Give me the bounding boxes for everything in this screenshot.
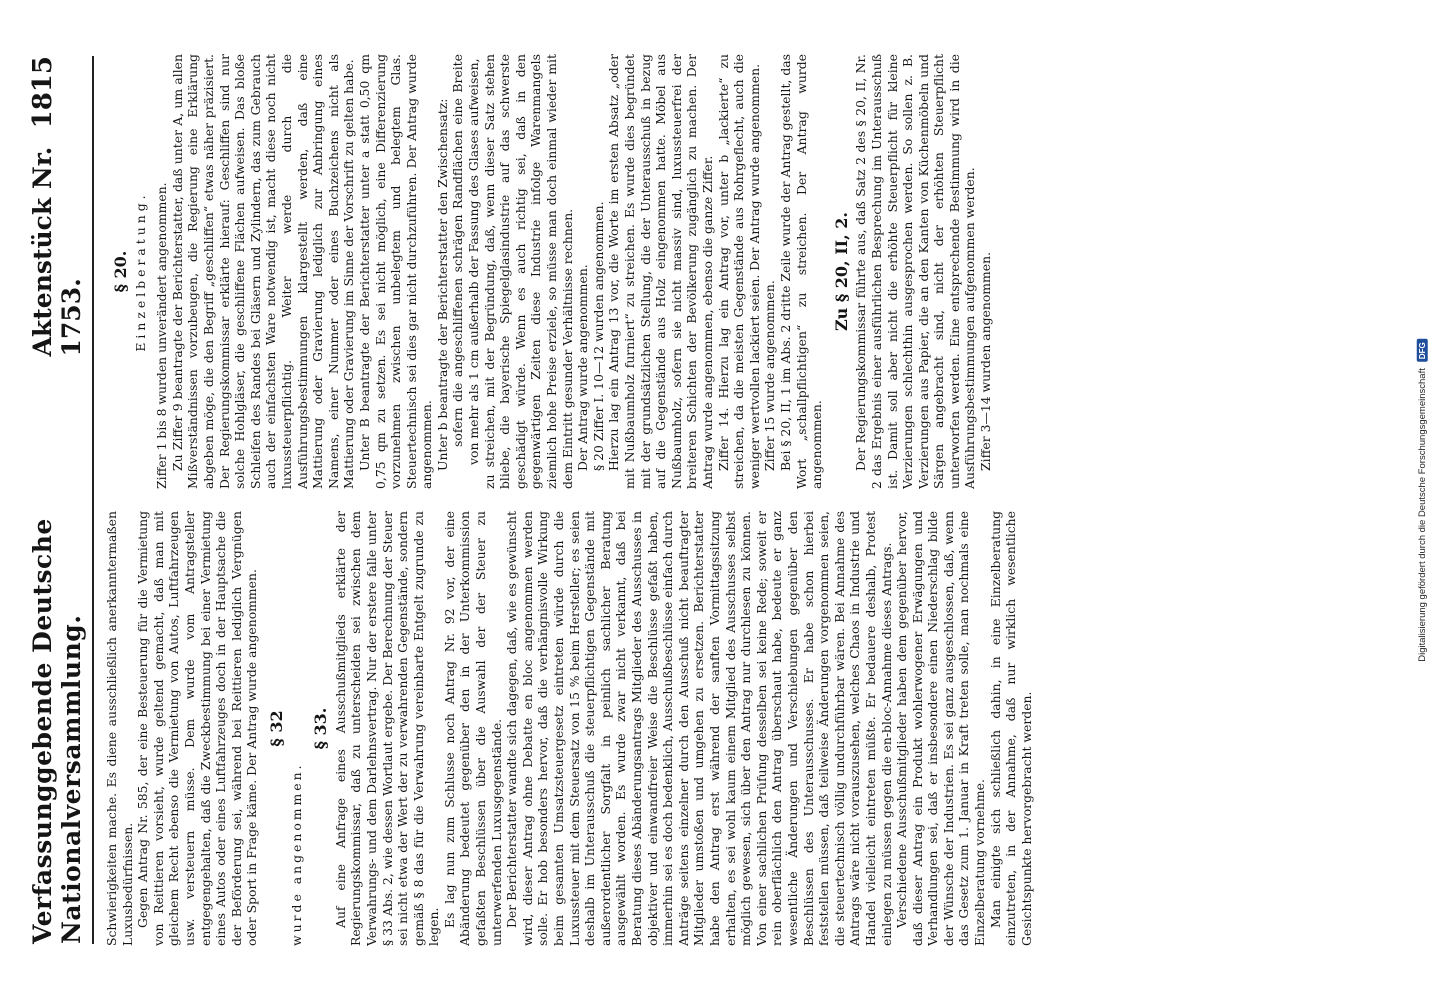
paragraph: Verschiedene Ausschußmitglieder haben dem gegenüber hervor, daß dieser Antrag ein Produkt wohlerwogener Erwägungen und Verhandlungen sei, daß er insbesondere einen Niederschlag bilde der Wünsche der Industrien. Es sei ganz ausgeschlossen, daß, wenn das Gesetz zum 1. Januar in Kraft treten solle, man nochmals eine Einzelberatung vornehme. (894, 511, 988, 946)
paragraph: Ziffer 14. Hierzu lag ein Antrag vor, unter b „lackierte“ zu streichen, da die meisten Gegenstände aus Rohrgeflecht, auch die weniger wertvollen lackiert seien. Der Antrag wurde angenommen. (715, 54, 762, 489)
section-heading-20-II-2: Zu § 20, II, 2. (831, 211, 851, 332)
document-number: Aktenstück Nr. 1753. (28, 146, 86, 357)
section-heading-33: § 33. (311, 707, 331, 750)
page-header (28, 56, 94, 944)
paragraph: Unter B beantragte der Berichterstatter unter a statt 0,50 qm 0,75 qm zu setzen. Es sei nicht möglich, eine Differenzierung vorzunehmen zwischen unbelegtem und belegtem Glas. Steuertechnisch sei dies gar nicht durchzuführen. Der Antrag wurde angenommen. (356, 54, 435, 489)
section-heading-32: § 32 (266, 710, 286, 747)
paragraph: Der Regierungskommissar führte aus, daß Satz 2 des § 20, II, Nr. 2 das Ergebnis einer ausführlichen Besprechung im Unterausschuß ist. Damit soll aber nicht die erhöhte Steuerpflicht für kleine Verzierungen schlechthin ausgesprochen werden. So sollen z. B. Verzierungen aus Papier, die an den Kanten von Küchenmöbeln und Särgen angebracht sind, nicht der erhöhten Steuerpflicht unterworfen werden. Eine entsprechende Bestimmung wird in die Ausführungsbestimmungen aufgenommen werden. (853, 54, 978, 489)
text-columns (104, 54, 1394, 946)
paragraph: zu streichen, mit der Begründung, daß, wenn dieser Satz stehen bliebe, die bayerische Spiegelglasindustrie auf das schwerste geschädigt würde. Wenn es auch richtig sei, daß in den gegenwärtigen Zeiten diese Industrie infolge Warenmangels ziemlich hohe Preise erziele, so müsse man doch einmal wieder mit dem Eintritt gesunder Verhältnisse rechnen. (481, 54, 575, 489)
publication-title: Verfassunggebende Deutsche Nationalversammlung. (28, 518, 86, 944)
paragraph: wurde angenommen. (288, 762, 304, 946)
paragraph: Bei § 20, II, 1 im Abs. 2 dritte Zeile wurde der Antrag gestellt, das Wort „schallpflichtigen“ zu streichen. Der Antrag wurde angenommen. (777, 54, 825, 489)
paragraph: § 20 Ziffer I. 10—12 wurden angenommen. (590, 201, 606, 471)
paragraph: Ziffer 15 wurde angenommen. (762, 280, 778, 471)
paragraph: Ziffer 3—14 wurden angenommen. (978, 251, 994, 471)
dfg-logo: DFG (1417, 339, 1428, 362)
paragraph: Schwierigkeiten mache. Es diene ausschließlich anerkanntermaßen Luxusbedürfnissen. (104, 511, 135, 946)
paragraph: Zu Ziffer 9 beantragte der Berichterstatter, daß unter A, um allen Mißverständnissen vorzubeugen, die Regierung eine Erklärung abgeben möge, die den Begriff „geschliffen“ etwas näher präzisiert. Der Regierungskommissar erklärte hierauf: Geschliffen sind nur solche Hohlgläser, die geschliffene Flächen aufweisen. Das bloße Schleifen des Randes bei Gläsern und Zylindern, das zum Gebrauch auch der einfachsten Ware notwendig ist, macht diese noch nicht luxussteuerpflichtig. Weiter werde durch die Ausführungsbestimmungen klargestellt werden, daß eine Mattierung oder Gravierung lediglich zur Anbringung eines Namens, einer Nummer oder eines Buchzeichens nicht als Mattierung oder Gravierung im Sinne der Vorschrift zu gelten habe. (169, 54, 357, 489)
digitization-footer (1410, 0, 1434, 1000)
section-heading-20: § 20. (111, 250, 130, 293)
left-column (104, 511, 1394, 946)
paragraph: Auf eine Anfrage eines Ausschußmitglieds erklärte der Regierungskommissar, daß zu unterscheiden sei zwischen dem Verwahrungs- und dem Darlehnsvertrag. Nur der erstere falle unter § 33 Abs. 2, wie dessen Wortlaut ergebe. Der Berechnung der Steuer sei nicht etwa der Wert der zu verwahrenden Gegenstände, sondern gemäß § 8 das für die Verwahrung vereinbarte Entgelt zugrunde zu legen. (332, 511, 442, 946)
paragraph: Hierzu lag ein Antrag 13 vor, die Worte im ersten Absatz „oder mit Nußbaumholz furniert“ zu streichen. Es wurde dies begründet mit der grundsätzlichen Stellung, die der Unterausschuß in bezug auf die Gegenstände aus Holz eingenommen hatte. Möbel aus Nußbaumholz, sofern sie nicht massiv sind, luxussteuerfrei der breiteren Schichten der Bevölkerung zugänglich zu machen. Der Antrag wurde angenommen, ebenso die ganze Ziffer. (606, 54, 715, 489)
paragraph: Gegen Antrag Nr. 585, der eine Besteuerung für die Vermietung von Reittieren vorsieht, wurde geltend gemacht, daß man mit gleichem Recht ebenso die Vermietung von Autos, Luftfahrzeugen usw. versteuern müsse. Dem wurde vom Antragsteller entgegengehalten, daß die Zweckbestimmung bei einer Vermietung eines Autos oder eines Luftfahrzeuges doch in der Hauptsache die der Beförderung sei, während bei Reittieren lediglich Vergnügen oder Sport in Frage käme. Der Antrag wurde angenommen. (135, 511, 260, 946)
digitization-note: Digitalisierung gefördert durch die Deutsche Forschungsgemeinschaft (1416, 367, 1428, 662)
paragraph: Es lag nun zum Schlusse noch Antrag Nr. 92 vor, der eine Abänderung bedeutet gegenüber den in der Unterkommission gefaßten Beschlüssen über die Auswahl der der Steuer zu unterwerfenden Luxusgegenstände. (441, 511, 504, 946)
page-number: 1815 (28, 56, 58, 129)
right-column (104, 54, 1394, 489)
paragraph: Der Antrag wurde angenommen. (575, 264, 591, 471)
paragraph: Unter b beantragte der Berichterstatter den Zwischensatz: (434, 98, 450, 471)
subheading: Einzelberatung. (132, 191, 148, 352)
paragraph: Ziffer 1 bis 8 wurden unverändert angenommen. (154, 182, 170, 489)
paragraph: Der Berichterstatter wandte sich dagegen, daß, wie es gewünscht wird, dieser Antrag ohne Debatte en bloc angenommen werden solle. Er hob besonders hervor, daß die verhängnisvolle Wirkung beim gesamten Umsatzsteuergesetz eintreten würde durch die Luxussteuer mit dem Steuersatz von 15 % beim Hersteller; es seien deshalb im Unterausschuß die steuerpflichtigen Gegenstände mit außerordentlicher Sorgfalt in peinlich sachlicher Beratung ausgewählt worden. Es wurde zwar nicht verkannt, daß bei Beratung dieses Abänderungsantrags Mitglieder des Ausschusses in objektiver und einwandfreier Weise die Beschlüsse gefaßt haben, immerhin sei es doch bedenklich, Ausschußbeschlüsse einfach durch Anträge seitens einzelner durch den Ausschuß nicht beauftragter Mitglieder umstoßen und umgehen zu ersetzen. Berichterstatter habe den Antrag erst während der sanften Vormittagssitzung erhalten, es sei wohl kaum einem Mitglied des Ausschusses selbst möglich gewesen, sich über den Antrag nur durchlesen zu können. Von einer sachlichen Prüfung desselben sei keine Rede; soweit er rein oberflächlich den Antrag überschaut habe, bedeute er ganz wesentliche Änderungen und Verschiebungen gegenüber den Beschlüssen des Unterausschusses. Er habe schon hierbei feststellen müssen, daß teilweise Änderungen vorgenommen seien, die steuertechnisch völlig undurchführbar wären. Bei Annahme des Antrags wäre nicht vorauszusehen, welches Chaos in Industrie und Handel vielleicht eintreten müßte. Er bedauere deshalb, Protest einlegen zu müssen gegen die en-bloc-Annahme dieses Antrags. (504, 511, 894, 946)
paragraph: sofern die angeschliffenen schrägen Randflächen eine Breite von mehr als 1 cm außerhalb der Fassung des Glases aufweisen, (450, 54, 482, 465)
paragraph: Man einigte sich schließlich dahin, in eine Einzelberatung einzutreten, in der Annahme, daß nur wirklich wesentliche Gesichtspunkte hervorgebracht werden. (987, 511, 1034, 946)
